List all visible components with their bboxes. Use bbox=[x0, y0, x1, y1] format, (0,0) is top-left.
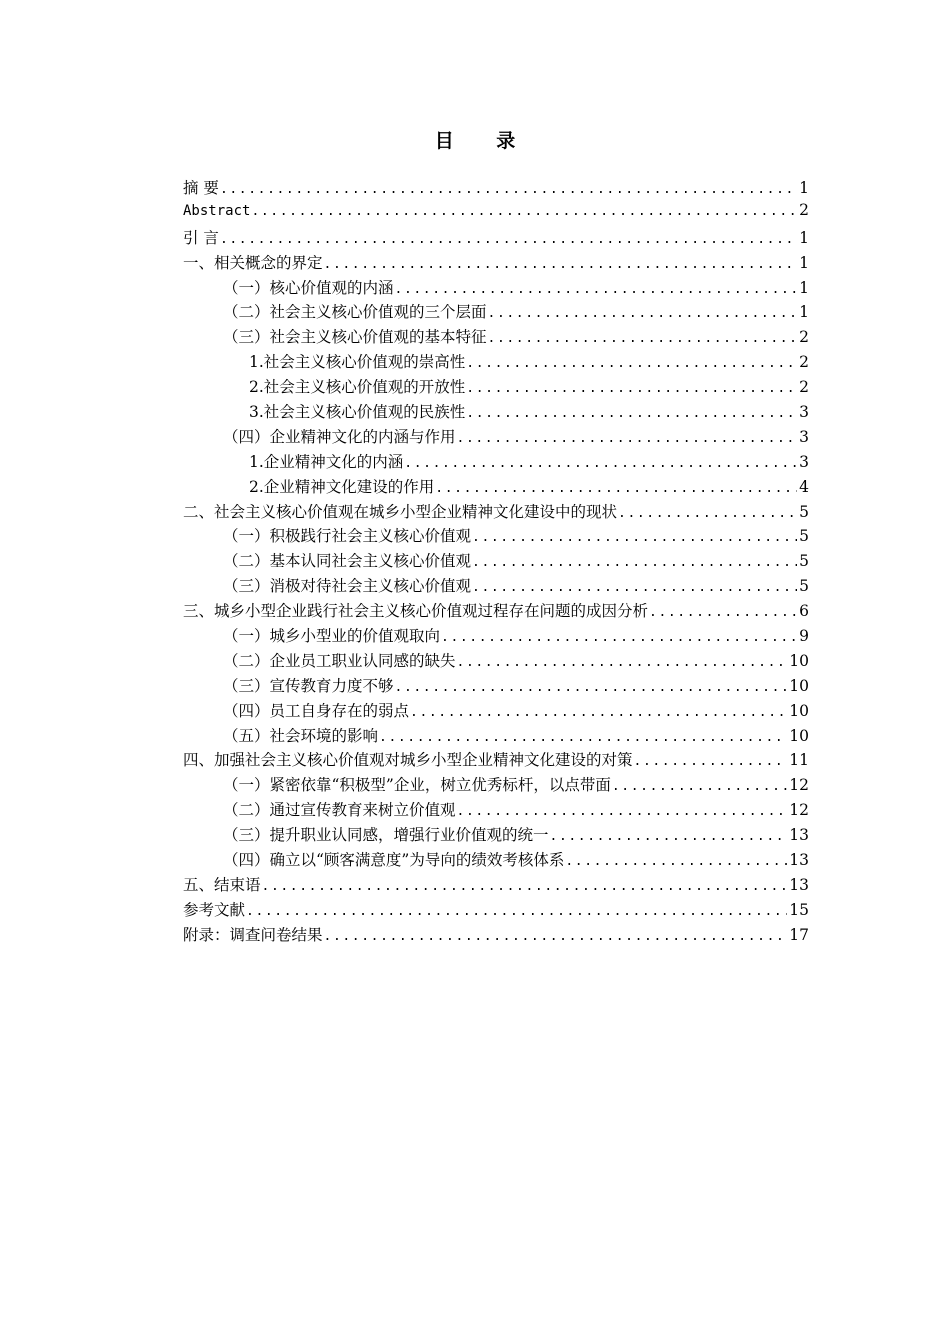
toc-entry[interactable] bbox=[183, 699, 809, 724]
toc-leader-dots bbox=[410, 705, 787, 720]
toc-entry[interactable] bbox=[183, 251, 809, 276]
toc-entry-page-number: 10 bbox=[789, 651, 809, 670]
toc-entry-page-number: 2 bbox=[799, 200, 809, 219]
toc-entry-label: （一）城乡小型业的价值观取向 bbox=[223, 627, 441, 646]
toc-entry[interactable] bbox=[183, 798, 809, 823]
toc-entry-label: 引 言 bbox=[183, 228, 219, 247]
toc-entry-page-number: 1 bbox=[799, 228, 809, 247]
toc-entry[interactable] bbox=[183, 475, 809, 500]
toc-entry-page-number: 1 bbox=[799, 303, 809, 322]
toc-entry-label: （一）核心价值观的内涵 bbox=[223, 278, 394, 297]
toc-entry-page-number: 3 bbox=[799, 427, 809, 446]
toc-entry[interactable] bbox=[183, 724, 809, 749]
toc-entry-label: 参考文献 bbox=[183, 900, 246, 919]
toc-entry-label: （一）紧密依靠“积极型”企业，树立优秀标杆，以点带面 bbox=[223, 776, 611, 795]
toc-entry[interactable] bbox=[183, 848, 809, 873]
toc-leader-dots bbox=[472, 530, 797, 545]
toc-entry[interactable] bbox=[183, 574, 809, 599]
toc-entry-page-number: 15 bbox=[789, 900, 809, 919]
toc-entry-label: 3.社会主义核心价值观的民族性 bbox=[249, 403, 466, 422]
toc-entry-page-number: 1 bbox=[799, 179, 809, 197]
toc-entry-page-number: 4 bbox=[799, 477, 809, 496]
toc-entry-page-number: 6 bbox=[799, 602, 809, 621]
toc-entry-page-number: 3 bbox=[799, 403, 809, 422]
toc-leader-dots bbox=[457, 655, 788, 670]
toc-entry[interactable] bbox=[183, 276, 809, 301]
toc-leader-dots bbox=[634, 754, 788, 769]
toc-leader-dots bbox=[457, 804, 788, 819]
toc-leader-dots bbox=[220, 232, 797, 247]
toc-entry[interactable] bbox=[183, 500, 809, 525]
toc-leader-dots bbox=[404, 456, 797, 471]
toc-entry-page-number: 1 bbox=[799, 278, 809, 297]
toc-leader-dots bbox=[466, 356, 797, 371]
toc-entry-label: 一、相关概念的界定 bbox=[183, 253, 323, 272]
toc-entry[interactable] bbox=[183, 748, 809, 773]
toc-leader-dots bbox=[472, 555, 797, 570]
toc-leader-dots bbox=[395, 680, 788, 695]
toc-entry-page-number: 12 bbox=[789, 776, 809, 795]
toc-entry-label: 附录：调查问卷结果 bbox=[183, 925, 323, 944]
toc-leader-dots bbox=[435, 481, 797, 496]
toc-entry[interactable] bbox=[183, 300, 809, 325]
toc-entry-page-number: 12 bbox=[789, 801, 809, 820]
toc-entry[interactable] bbox=[183, 898, 809, 923]
toc-entry[interactable] bbox=[183, 649, 809, 674]
toc-entry-page-number: 1 bbox=[799, 253, 809, 272]
toc-leader-dots bbox=[466, 406, 797, 421]
toc-leader-dots bbox=[612, 779, 787, 794]
toc-leader-dots bbox=[488, 331, 798, 346]
toc-leader-dots bbox=[441, 630, 797, 645]
toc-entry-page-number: 5 bbox=[799, 527, 809, 546]
toc-entry-label: 2.社会主义核心价值观的开放性 bbox=[249, 378, 466, 397]
toc-entry-label: 二、社会主义核心价值观在城乡小型企业精神文化建设中的现状 bbox=[183, 502, 618, 521]
toc-entry-page-number: 2 bbox=[799, 328, 809, 347]
toc-entry-label: Abstract bbox=[183, 202, 251, 219]
toc-entry-label: （四）确立以“顾客满意度”为导向的绩效考核体系 bbox=[223, 851, 565, 870]
toc-entry-label: 1.社会主义核心价值观的崇高性 bbox=[249, 353, 466, 372]
toc-leader-dots bbox=[379, 730, 787, 745]
toc-entry[interactable] bbox=[183, 549, 809, 574]
toc-entry[interactable] bbox=[183, 176, 809, 201]
toc-entry-page-number: 10 bbox=[789, 726, 809, 745]
toc-leader-dots bbox=[220, 182, 797, 197]
toc-entry-label: 摘 要 bbox=[183, 179, 219, 197]
toc-entry-page-number: 13 bbox=[789, 851, 809, 870]
toc-entry[interactable] bbox=[183, 873, 809, 898]
toc-entry-label: 2.企业精神文化建设的作用 bbox=[249, 477, 435, 496]
toc-entry-label: （二）企业员工职业认同感的缺失 bbox=[223, 651, 456, 670]
toc-entry[interactable] bbox=[183, 923, 809, 948]
toc-entry[interactable] bbox=[183, 674, 809, 699]
toc-leader-dots bbox=[472, 580, 797, 595]
toc-entry-page-number: 5 bbox=[799, 502, 809, 521]
toc-leader-dots bbox=[649, 605, 797, 620]
toc-leader-dots bbox=[466, 381, 797, 396]
toc-entry-page-number: 9 bbox=[799, 627, 809, 646]
toc-leader-dots bbox=[550, 829, 788, 844]
toc-leader-dots bbox=[251, 204, 797, 219]
toc-entry-label: 四、加强社会主义核心价值观对城乡小型企业精神文化建设的对策 bbox=[183, 751, 633, 770]
toc-leader-dots bbox=[324, 929, 788, 944]
toc-entry-label: 五、结束语 bbox=[183, 875, 261, 894]
toc-entry-label: 1.企业精神文化的内涵 bbox=[249, 452, 404, 471]
toc-entry[interactable] bbox=[183, 773, 809, 798]
toc-title: 目 录 bbox=[434, 130, 534, 152]
toc-entry-page-number: 5 bbox=[799, 552, 809, 571]
toc-entry-label: （二）基本认同社会主义核心价值观 bbox=[223, 552, 472, 571]
toc-entry-page-number: 2 bbox=[799, 378, 809, 397]
toc-entry-page-number: 13 bbox=[789, 826, 809, 845]
toc-entry-label: （一）积极践行社会主义核心价值观 bbox=[223, 527, 472, 546]
toc-entry[interactable] bbox=[183, 450, 809, 475]
toc-leader-dots bbox=[618, 506, 797, 521]
toc-entry-page-number: 17 bbox=[789, 925, 809, 944]
toc-entry[interactable] bbox=[183, 350, 809, 375]
toc-leader-dots bbox=[488, 306, 798, 321]
toc-entry-label: （四）员工自身存在的弱点 bbox=[223, 701, 410, 720]
toc-entry[interactable] bbox=[183, 226, 809, 251]
toc-entry[interactable] bbox=[183, 400, 809, 425]
toc-entry[interactable] bbox=[183, 599, 809, 624]
toc-entry[interactable] bbox=[183, 524, 809, 549]
toc-entry[interactable] bbox=[183, 375, 809, 400]
table-of-contents bbox=[183, 176, 809, 948]
toc-entry-label: （四）企业精神文化的内涵与作用 bbox=[223, 427, 456, 446]
toc-leader-dots bbox=[395, 282, 798, 297]
toc-entry-page-number: 5 bbox=[799, 577, 809, 596]
toc-leader-dots bbox=[457, 431, 798, 446]
toc-entry-label: （三）宣传教育力度不够 bbox=[223, 676, 394, 695]
toc-entry[interactable] bbox=[183, 201, 809, 226]
toc-entry-label: （三）提升职业认同感，增强行业价值观的统一 bbox=[223, 826, 549, 845]
toc-leader-dots bbox=[565, 854, 787, 869]
toc-entry-label: （三）消极对待社会主义核心价值观 bbox=[223, 577, 472, 596]
toc-entry-page-number: 11 bbox=[789, 751, 809, 770]
toc-entry-page-number: 2 bbox=[799, 353, 809, 372]
toc-entry[interactable] bbox=[183, 425, 809, 450]
toc-entry-label: （二）社会主义核心价值观的三个层面 bbox=[223, 303, 487, 322]
toc-entry-label: （三）社会主义核心价值观的基本特征 bbox=[223, 328, 487, 347]
toc-leader-dots bbox=[246, 904, 787, 919]
toc-entry[interactable] bbox=[183, 624, 809, 649]
toc-entry-page-number: 3 bbox=[799, 452, 809, 471]
toc-entry-page-number: 13 bbox=[789, 875, 809, 894]
toc-entry-page-number: 10 bbox=[789, 701, 809, 720]
toc-entry-page-number: 10 bbox=[789, 676, 809, 695]
toc-entry[interactable] bbox=[183, 823, 809, 848]
toc-entry[interactable] bbox=[183, 325, 809, 350]
toc-entry-label: （五）社会环境的影响 bbox=[223, 726, 379, 745]
toc-leader-dots bbox=[324, 257, 798, 272]
toc-leader-dots bbox=[262, 879, 788, 894]
toc-entry-label: （二）通过宣传教育来树立价值观 bbox=[223, 801, 456, 820]
toc-entry-label: 三、城乡小型企业践行社会主义核心价值观过程存在问题的成因分析 bbox=[183, 602, 649, 621]
